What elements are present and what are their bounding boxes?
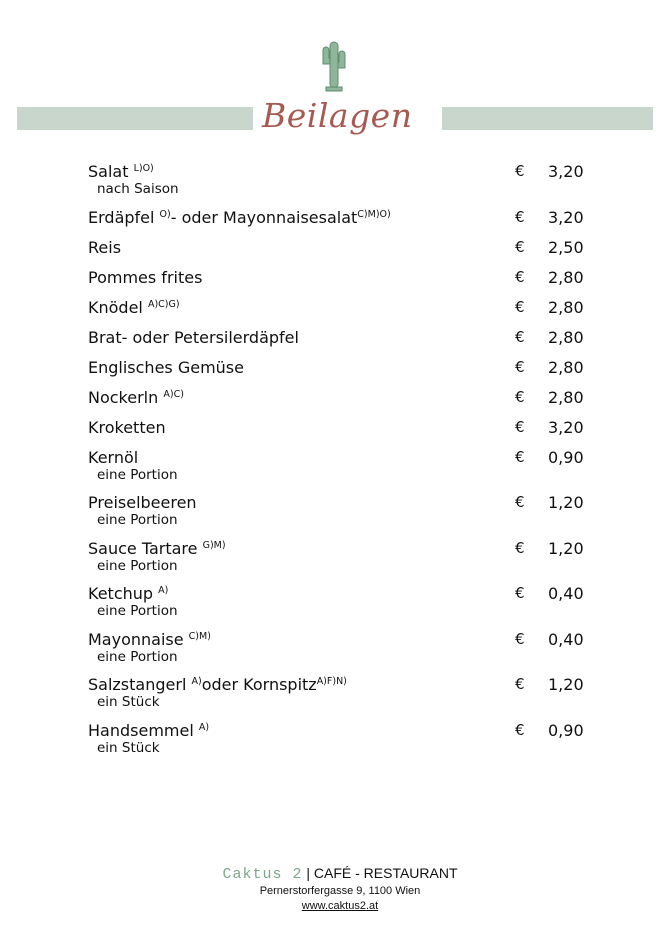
item-price: 1,20: [548, 538, 584, 558]
item-price: 2,80: [548, 387, 584, 407]
menu-item-name: [88, 721, 608, 740]
menu-item-name: [88, 268, 608, 287]
currency-symbol: €: [515, 417, 525, 436]
menu-item-name: [88, 388, 608, 407]
currency-symbol: €: [515, 584, 525, 602]
footer-separator: |: [306, 865, 310, 881]
currency-symbol: €: [515, 629, 525, 648]
menu-item-name: [88, 630, 608, 649]
item-name: Nockerln: [88, 387, 159, 407]
menu-item-name: [88, 162, 608, 181]
allergen-codes: L)O): [133, 163, 154, 174]
footer-address: Pernerstorfergasse 9, 1100 Wien: [259, 885, 421, 897]
item-price: 0,40: [548, 629, 584, 649]
menu-item-name: [88, 584, 608, 603]
item-name: Kernöl: [88, 447, 139, 467]
currency-symbol: €: [515, 327, 525, 346]
item-name: Handsemmel: [88, 720, 194, 740]
allergen-codes-2: A)F)N): [316, 676, 347, 687]
allergen-codes: A): [198, 721, 210, 733]
item-price: 2,80: [548, 327, 584, 347]
currency-symbol: €: [515, 447, 525, 466]
currency-symbol: €: [515, 357, 525, 376]
footer-website-link[interactable]: www.caktus2.at: [301, 900, 379, 912]
menu-item-name: [88, 328, 608, 347]
item-note: eine Portion: [97, 648, 178, 665]
item-name-continued: - oder Mayonnaisesalat: [170, 207, 358, 227]
item-price: 0,40: [548, 584, 584, 603]
item-price: 2,80: [548, 297, 584, 317]
menu-item: [88, 539, 608, 575]
menu-item: [88, 388, 608, 407]
item-price: 1,20: [548, 493, 584, 512]
item-price: 3,20: [548, 207, 584, 227]
menu-item-name: [88, 448, 608, 467]
brand-logo: Caktus 2: [222, 866, 303, 883]
menu-item: [88, 238, 608, 257]
item-note: eine Portion: [97, 603, 178, 619]
item-price: 2,80: [548, 267, 584, 287]
menu-item: [88, 721, 608, 757]
menu-item: [88, 358, 608, 377]
item-price: 0,90: [548, 447, 584, 467]
currency-symbol: €: [515, 207, 525, 226]
item-name: Salat: [88, 162, 129, 181]
item-price: 2,50: [548, 237, 584, 257]
currency-symbol: €: [515, 675, 525, 693]
item-name: Kroketten: [88, 417, 166, 437]
menu-item-name: [88, 675, 608, 694]
item-note: ein Stück: [97, 694, 160, 710]
item-price: 3,20: [548, 417, 584, 437]
menu-item: [88, 162, 608, 198]
currency-symbol: €: [515, 162, 525, 180]
menu-item-name: [88, 298, 608, 317]
item-name: Sauce Tartare: [88, 538, 198, 558]
item-note: eine Portion: [97, 512, 178, 528]
menu-item-name: [88, 358, 608, 377]
item-price: 2,80: [548, 357, 584, 377]
allergen-codes: O): [159, 208, 171, 220]
menu-item: [88, 328, 608, 347]
header-band-right: [442, 107, 653, 130]
menu-item: [88, 584, 608, 620]
currency-symbol: €: [515, 267, 525, 286]
page-title: Beilagen: [262, 96, 413, 135]
menu-item: [88, 268, 608, 287]
allergen-codes: A)C): [163, 388, 184, 400]
item-name: Erdäpfel: [88, 207, 155, 227]
menu-item-name: [88, 418, 608, 437]
item-name: Brat- oder Petersilerdäpfel: [88, 327, 299, 347]
item-name-continued: oder Kornspitz: [201, 675, 317, 694]
header-band-left: [17, 107, 253, 130]
menu-item: [88, 630, 608, 666]
currency-symbol: €: [515, 387, 525, 406]
item-price: 1,20: [548, 675, 584, 694]
item-name: Mayonnaise: [88, 629, 184, 649]
item-note: ein Stück: [97, 739, 160, 756]
footer-tagline: CAFÉ - RESTAURANT: [313, 865, 458, 881]
item-note: nach Saison: [97, 181, 179, 197]
menu-item: [88, 208, 608, 227]
item-price: 0,90: [548, 720, 584, 740]
menu-item: [88, 298, 608, 317]
item-name: Salzstangerl: [88, 675, 187, 694]
item-name: Knödel: [88, 297, 143, 317]
cactus-icon: [316, 38, 352, 92]
menu-item-name: [88, 238, 608, 257]
allergen-codes: C)M): [188, 630, 211, 642]
item-name: Preiselbeeren: [88, 493, 197, 512]
currency-symbol: €: [515, 493, 525, 511]
menu-item: [88, 418, 608, 437]
item-price: 3,20: [548, 162, 584, 181]
menu-item-name: [88, 208, 608, 227]
menu-item: [88, 448, 608, 484]
currency-symbol: €: [515, 237, 525, 256]
menu-item: [88, 675, 608, 711]
menu-item-name: [88, 539, 608, 558]
currency-symbol: €: [515, 538, 525, 557]
menu-item: [88, 493, 608, 529]
currency-symbol: €: [515, 720, 525, 739]
allergen-codes: A): [158, 585, 169, 596]
footer: [200, 864, 480, 914]
item-name: Pommes frites: [88, 267, 203, 287]
item-name: Englisches Gemüse: [88, 357, 244, 377]
menu-item-name: [88, 493, 608, 512]
item-note: eine Portion: [97, 466, 178, 483]
item-name: Reis: [88, 237, 122, 257]
allergen-codes: G)M): [202, 539, 226, 551]
currency-symbol: €: [515, 297, 525, 316]
allergen-codes: A): [191, 676, 202, 687]
item-name: Ketchup: [88, 584, 154, 603]
allergen-codes-2: C)M)O): [357, 208, 391, 220]
allergen-codes: A)C)G): [147, 298, 180, 310]
item-note: eine Portion: [97, 557, 178, 574]
